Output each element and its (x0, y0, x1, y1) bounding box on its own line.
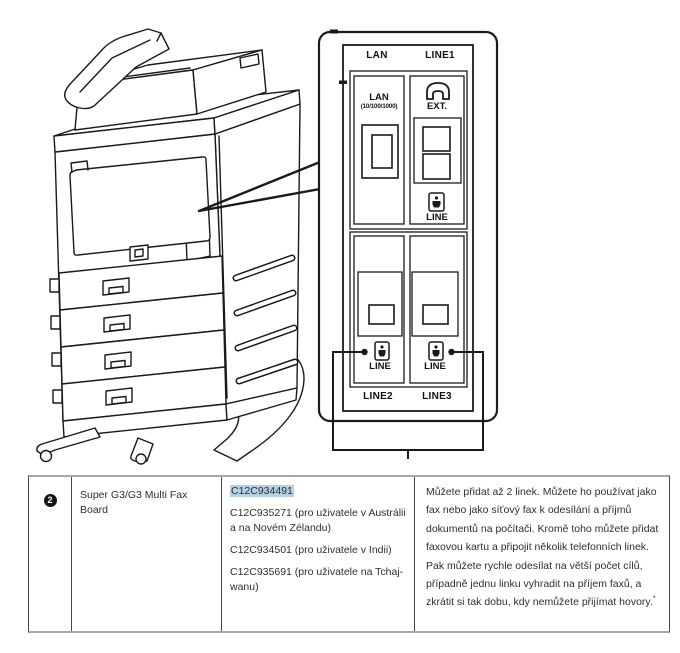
code: C12C934501 (230, 544, 292, 556)
callout-left-tick (339, 81, 347, 85)
printer-paper-drawers (50, 256, 226, 421)
option-name: Super G3/G3 Multi Fax Board (80, 489, 188, 516)
callout-header-line1: LINE1 (425, 50, 455, 61)
lan-port-label: LAN (369, 92, 389, 103)
code: C12C935691 (230, 566, 292, 578)
code-item (230, 543, 410, 558)
description-text: Můžete přidat až 2 linek. Můžete ho používat jako fax nebo jako síťový fax k odesílání a příjmů dokumentů na počítači. Kromě toho můžete přidat faxovou kartu a připojit několik telefonních linek. Pak můžete rychle odesílat na větší počet cílů, případně jednu linku vyhradit na příjem faxů, a zkrátit si tak dobu, kdy nemůžete přijímat hovory. (426, 486, 659, 609)
code-item (230, 506, 410, 536)
line-label: LINE (424, 361, 446, 372)
code-item (230, 565, 410, 595)
code-item (230, 484, 410, 499)
ext-label: EXT. (426, 101, 448, 112)
callout-footer-line2: LINE2 (363, 391, 393, 402)
callout-header-lan: LAN (366, 50, 388, 61)
product-codes-cell (221, 477, 414, 631)
lan-port-sublabel: (10/100/1000) (360, 103, 398, 110)
code: C12C935271 (230, 507, 292, 519)
callout-footer-line3: LINE3 (422, 391, 452, 402)
option-name-cell (71, 477, 221, 631)
callout-top-tick (330, 30, 338, 34)
description-cell (414, 477, 669, 631)
line-label: LINE (369, 361, 391, 372)
footnote-asterisk: * (652, 595, 656, 603)
line-label: LINE (426, 212, 448, 223)
bracket-dot-right (448, 349, 454, 355)
code-note: (pro uživatele v Austrálii a na Novém Zélandu) (230, 507, 406, 534)
options-table (28, 475, 670, 633)
highlighted-code: C12C934491 (231, 485, 293, 497)
row-marker-cell (29, 477, 71, 631)
marker-badge: 2 (44, 494, 57, 507)
code-note: (pro uživatele v Indii) (291, 544, 392, 556)
bracket-dot-left (361, 349, 367, 355)
code-note: (pro uživatele na Tchaj-wanu) (230, 566, 404, 593)
